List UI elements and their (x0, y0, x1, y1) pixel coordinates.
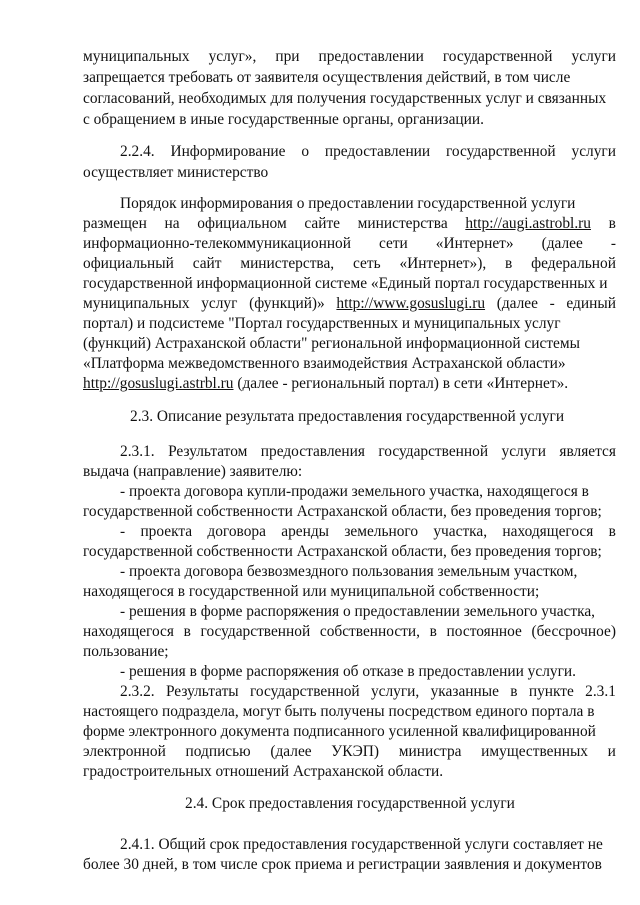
text-line (0, 442, 640, 462)
text-line: выдача (направление) заявителю: (83, 463, 303, 480)
word: «Интернет» (435, 235, 514, 252)
word: Результаты (165, 683, 239, 700)
text-line: государственной информационной системе «Единый портал государственных и (83, 275, 608, 292)
word: о (301, 143, 310, 160)
word: имущественных (481, 743, 588, 760)
word: 2.2.4. (120, 143, 155, 160)
word: государственной (249, 683, 360, 700)
word: собственности, (319, 623, 420, 640)
word: подписью (185, 743, 251, 760)
word: (далее (541, 235, 583, 252)
section-heading: 2.4. Срок предоставления государственной услуги (185, 795, 515, 812)
gosuslugi-link[interactable]: http://www.gosuslugi.ru (336, 295, 486, 312)
word: «Интернет»), (399, 255, 487, 272)
text-line: с обращением в иные государственные органы, организации. (83, 111, 484, 128)
word: сеть (353, 255, 381, 272)
word: (бессрочное) (531, 623, 616, 640)
text-line: более 30 дней, в том числе срок приема и регистрации заявления и документов (83, 856, 602, 873)
word: договора (207, 523, 266, 540)
text-line: - решения в форме распоряжения о предоставлении земельного участка, (120, 603, 596, 620)
word: пункте (528, 683, 574, 700)
word: в (608, 523, 616, 540)
word: находящегося (502, 523, 594, 540)
word: является (559, 443, 616, 460)
text-line: осуществляет министерство (83, 164, 269, 181)
word: в (183, 623, 191, 640)
word: сети (378, 235, 408, 252)
text-line: (функций) Астраханской области" региональной информационной системы (83, 335, 580, 352)
text-line: градостроительных отношений Астраханской области. (83, 763, 444, 780)
text-line: согласований, необходимых для получения государственных услуг и связанных (83, 90, 607, 107)
word: земельного (344, 523, 419, 540)
word: министерства (357, 215, 448, 232)
text-line: пользование; (83, 643, 169, 660)
word: Информирование (170, 143, 286, 160)
text-line (0, 682, 640, 702)
word: аренды (281, 523, 330, 540)
text-line (0, 142, 640, 162)
word: услуги, (370, 683, 420, 700)
word: (далее (496, 295, 538, 312)
word: размещен (83, 215, 147, 232)
word: постоянное (446, 623, 522, 640)
word: услуг (201, 295, 238, 312)
word: информационно-телекоммуникационной (83, 235, 351, 252)
word: муниципальных (83, 295, 190, 312)
text-line: находящегося в государственной или муниципальной собственности; (83, 583, 540, 600)
word: 2.3.2. (120, 683, 155, 700)
augi-site-link[interactable]: http://augi.astrobl.ru (465, 215, 591, 232)
text-line (0, 47, 640, 67)
text-line: настоящего подраздела, могут быть получены посредством единого портала в (83, 703, 595, 720)
word: федеральной (531, 255, 616, 272)
word: в (505, 255, 513, 272)
word: 2.3.1. (120, 443, 155, 460)
word: муниципальных (83, 48, 190, 65)
word: единый (566, 295, 616, 312)
text-line (0, 742, 640, 762)
text-line (0, 622, 640, 642)
word: министра (398, 743, 462, 760)
text-line: - проекта договора купли-продажи земельного участка, находящегося в (120, 483, 589, 500)
word: услуги (571, 143, 616, 160)
text-line: 2.4.1. Общий срок предоставления государственной услуги составляет не (120, 836, 603, 853)
word: электронной (83, 743, 166, 760)
word: предоставлении (324, 143, 431, 160)
text-line (0, 234, 640, 254)
text-line: запрещается требовать от заявителя осуществления действий, в том числе (83, 69, 571, 86)
word: находящегося (83, 623, 174, 640)
word: указанные (430, 683, 499, 700)
text-line: портал) и подсистеме "Портал государственных и муниципальных услуг (83, 315, 561, 332)
word: проекта (140, 523, 193, 540)
text-line: Порядок информирования о предоставлении государственной услуги (120, 195, 576, 212)
word: государственной (445, 143, 556, 160)
word: и (607, 743, 616, 760)
word: 2.3.1 (585, 683, 616, 700)
text-line: государственной собственности Астраханской области, без проведения торгов; (83, 503, 602, 520)
text-line (0, 294, 640, 314)
word: государственной (200, 623, 311, 640)
word: - (120, 523, 126, 540)
text-line: http://gosuslugi.astrbl.ru (далее - региональный портал) в сети «Интернет». (83, 375, 569, 392)
word: предоставлении (318, 48, 424, 65)
word: в (608, 215, 616, 232)
word: (функций)» (249, 295, 325, 312)
word: - (610, 235, 616, 252)
word: участка, (433, 523, 488, 540)
word: предоставления (260, 443, 365, 460)
word: - (549, 295, 555, 312)
regional-portal-link[interactable]: http://gosuslugi.astrbl.ru (83, 375, 234, 392)
word: в (510, 683, 518, 700)
text-line: - проекта договора безвозмездного пользования земельным участком, (120, 563, 578, 580)
word: сайте (304, 215, 341, 232)
text-line: «Платформа межведомственного взаимодействия Астраханской области» (83, 355, 566, 372)
word: (далее (270, 743, 312, 760)
text-line (0, 254, 640, 274)
word: услуг», (208, 48, 257, 65)
word: государственной (378, 443, 489, 460)
word: официальном (197, 215, 287, 232)
section-heading: 2.3. Описание результата предоставления государственной услуги (130, 408, 565, 425)
word: на (164, 215, 180, 232)
word: министерства, (240, 255, 335, 272)
text-line: форме электронного документа подписанного усиленной квалифицированной (83, 723, 596, 740)
word: в (429, 623, 437, 640)
word: УКЭП) (331, 743, 380, 760)
text-line: государственной собственности Астраханской области, без проведения торгов; (83, 543, 602, 560)
word: Результатом (168, 443, 248, 460)
word: государственной (442, 48, 553, 65)
word: сайт (192, 255, 222, 272)
text-line (0, 214, 640, 234)
word: услуги (571, 48, 616, 65)
word: услуги (501, 443, 546, 460)
word: при (275, 48, 300, 65)
text-line (0, 522, 640, 542)
text-line: - решения в форме распоряжения об отказе в предоставлении услуги. (120, 663, 576, 680)
word: официальный (83, 255, 174, 272)
